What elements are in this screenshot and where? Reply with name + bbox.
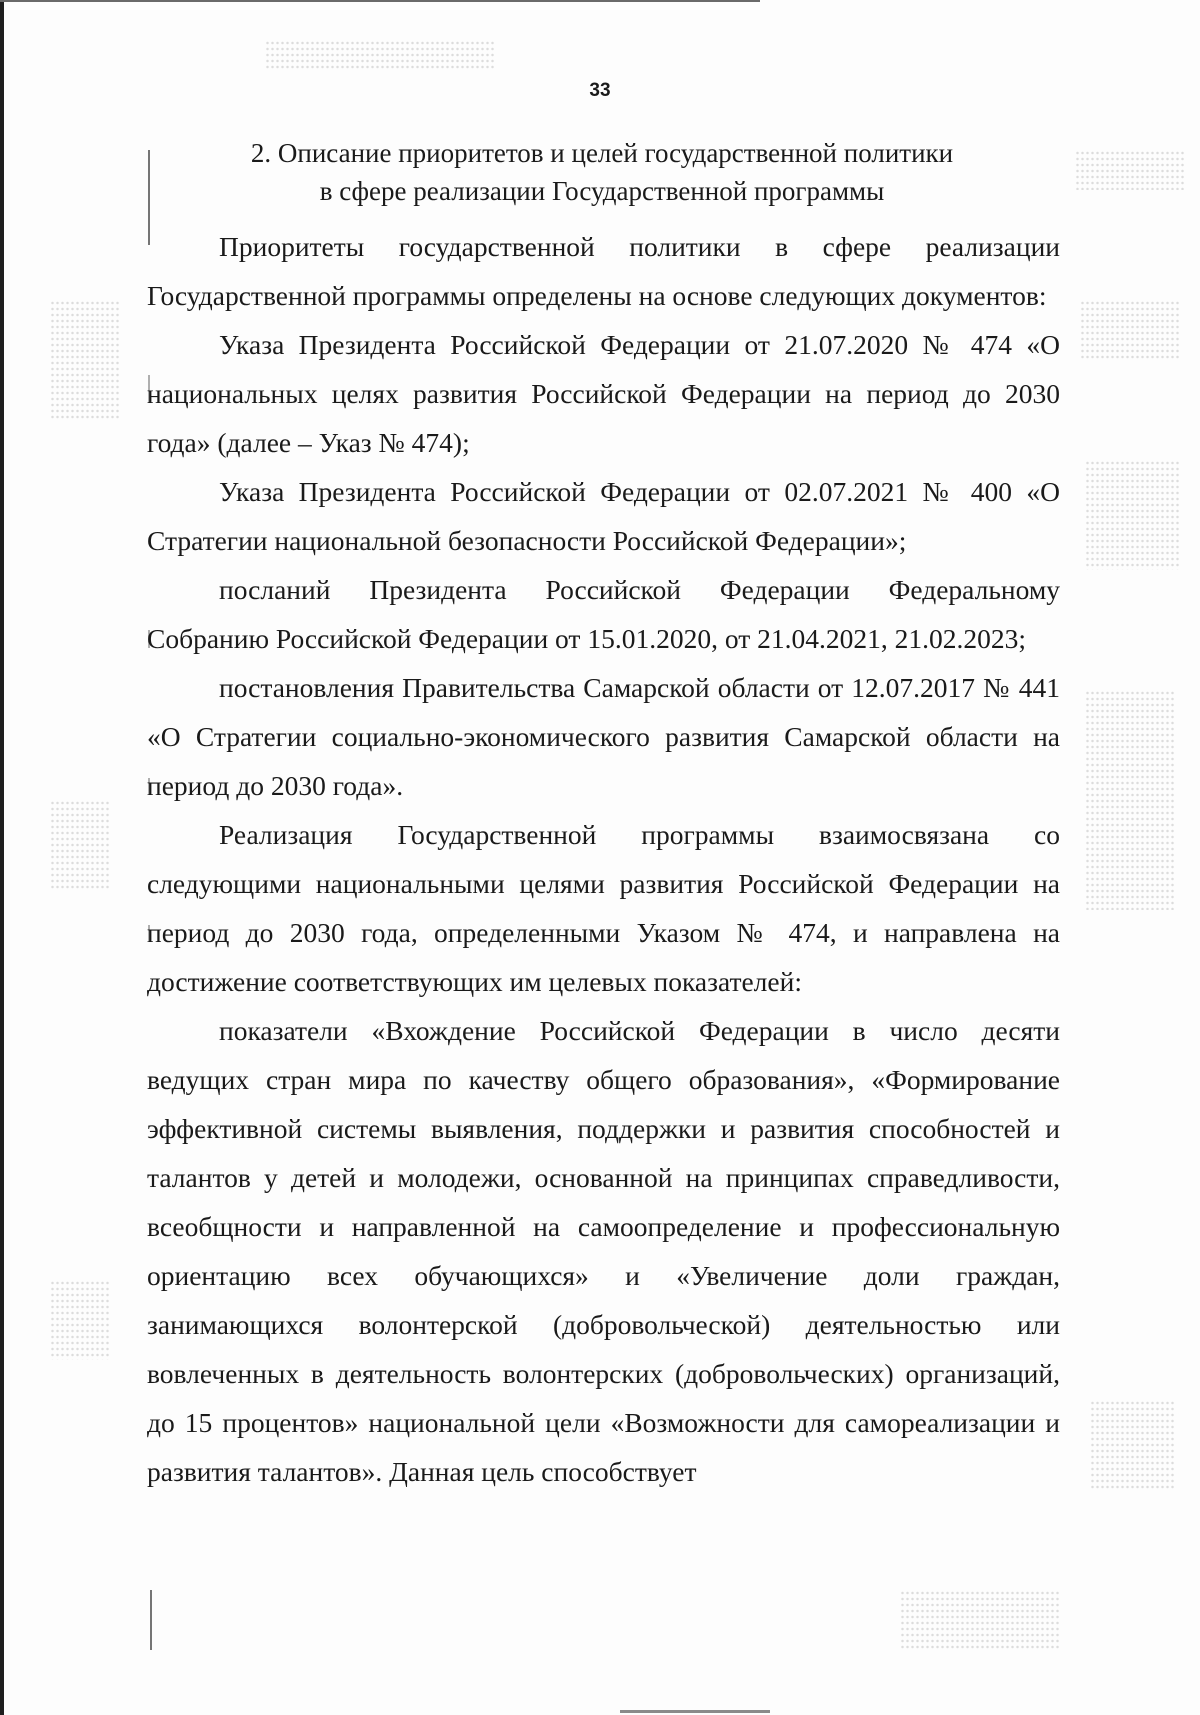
- paragraph-decree-400: Указа Президента Российской Федерации от 02.07.2021 № 400 «О Стратегии национальной безопасности Российской Федерации»;: [147, 476, 1060, 556]
- paragraph-decree-474: Указа Президента Российской Федерации от 21.07.2020 № 474 «О национальных целях развития Российской Федерации на период до 2030 года» (далее – Указ № 474);: [147, 329, 1060, 458]
- margin-mark-6: [150, 1590, 152, 1650]
- scan-noise-top: [265, 40, 495, 70]
- page-number: 33: [589, 80, 611, 101]
- paragraph-indicators: показатели «Вхождение Российской Федерации в число десяти ведущих стран мира по качеству общего образования», «Формирование эффективной системы выявления, поддержки и развития способностей и талантов у детей и молодежи, основанной на принципах справедливости, всеобщности и направленной на самоопределение и профессиональную ориентацию всех обучающихся» и «Увеличение доли граждан, занимающихся волонтерской (добровольческой) деятельностью или вовлеченных в деятельность волонтерских (добровольческих) организаций, до 15 процентов» национальной цели «Возможности для самореализации и развития талантов». Данная цель способствует: [147, 1015, 1060, 1487]
- scan-edge-bottom: [620, 1710, 770, 1713]
- scan-noise-bottom: [900, 1590, 1060, 1650]
- scan-noise-right-2: [1080, 300, 1180, 360]
- scan-noise-left-2: [50, 800, 110, 890]
- scan-noise-right-4: [1085, 690, 1175, 910]
- section-heading-line-2: в сфере реализации Государственной программы: [319, 176, 885, 206]
- paragraph-presidential-addresses: посланий Президента Российской Федерации Федеральному Собранию Российской Федерации от 15.01.2020, от 21.04.2021, 21.02.2023;: [147, 574, 1060, 654]
- scan-noise-right-3: [1085, 460, 1180, 570]
- paragraph-national-goals: Реализация Государственной программы взаимосвязана со следующими национальными целями развития Российской Федерации на период до 2030 года, определенными Указом № 474, и направлена на достижение соответствующих им целевых показателей:: [147, 819, 1060, 997]
- paragraph-samara-resolution: постановления Правительства Самарской области от 12.07.2017 № 441 «О Стратегии социально-экономического развития Самарской области на период до 2030 года».: [147, 672, 1060, 801]
- section-heading-line-1: 2. Описание приоритетов и целей государственной политики: [250, 138, 954, 168]
- section-heading: [147, 134, 1057, 210]
- scan-edge-top: [0, 0, 760, 2]
- scan-noise-left-3: [50, 1280, 110, 1360]
- scan-noise-right-5: [1090, 1400, 1175, 1490]
- scan-edge-left: [0, 0, 4, 1715]
- body-text: [147, 222, 1060, 1496]
- paragraph-priorities-intro: Приоритеты государственной политики в сфере реализации Государственной программы определены на основе следующих документов:: [147, 231, 1060, 311]
- scan-noise-right-1: [1075, 150, 1185, 190]
- scan-noise-left-1: [50, 300, 120, 420]
